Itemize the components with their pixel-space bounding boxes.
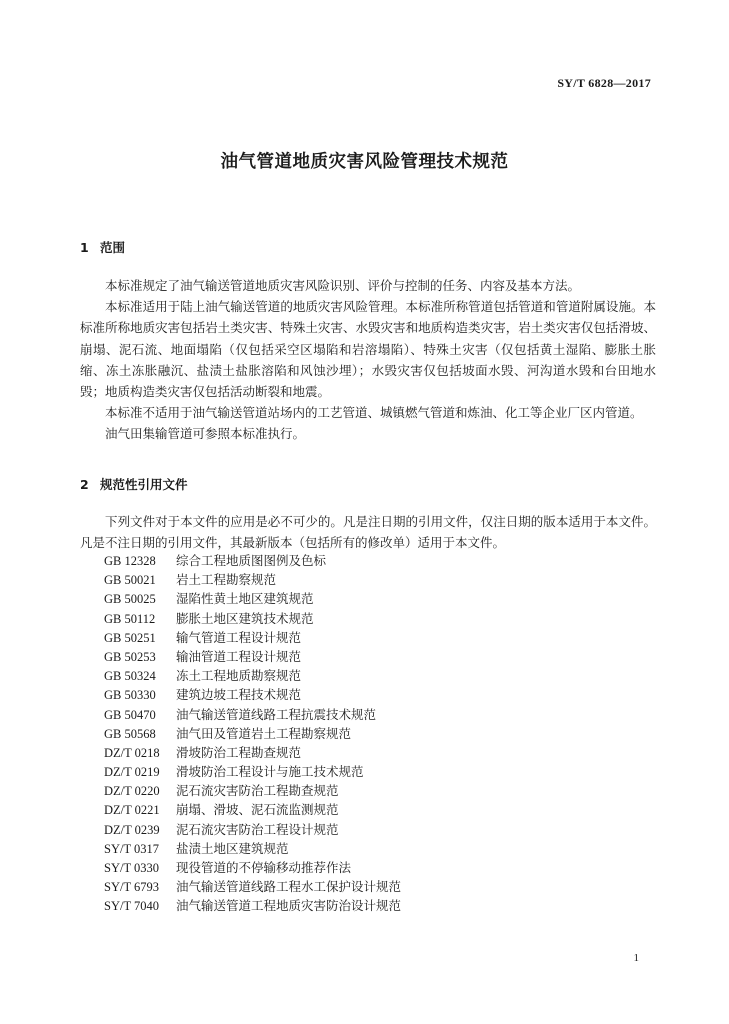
- reference-code: GB 50021: [104, 573, 156, 588]
- reference-title: 泥石流灾害防治工程勘查规范: [176, 783, 339, 799]
- reference-item: [104, 762, 401, 781]
- reference-title: 综合工程地质图图例及色标: [176, 553, 327, 568]
- reference-code: GB 50470: [104, 707, 156, 722]
- reference-code: DZ/T 0221: [104, 803, 160, 818]
- section-title: 范围: [100, 240, 126, 255]
- reference-item: [104, 589, 401, 608]
- reference-code: SY/T 7040: [104, 899, 159, 914]
- reference-item: [104, 781, 401, 800]
- reference-item: [104, 609, 401, 628]
- reference-title: 现役管道的不停输移动推荐作法: [176, 860, 352, 875]
- reference-item: [104, 743, 401, 762]
- reference-code: SY/T 0317: [104, 841, 159, 856]
- reference-item: [104, 858, 401, 877]
- reference-title: 湿陷性黄土地区建筑规范: [176, 591, 314, 607]
- paragraph: 本标准不适用于油气输送管道站场内的工艺管道、城镇燃气管道和炼油、化工等企业厂区内管道。: [105, 405, 643, 421]
- reference-item: [104, 800, 401, 819]
- paragraph: 油气田集输管道可参照本标准执行。: [105, 426, 306, 442]
- section-title: 规范性引用文件: [100, 477, 188, 492]
- reference-code: GB 50253: [104, 649, 156, 664]
- reference-code: DZ/T 0218: [104, 745, 160, 760]
- reference-code: DZ/T 0219: [104, 765, 160, 780]
- reference-code: SY/T 0330: [104, 861, 159, 875]
- reference-item: [104, 839, 401, 858]
- page-number: 1: [633, 952, 639, 964]
- reference-code: GB 50112: [104, 611, 156, 626]
- reference-item: [104, 705, 401, 724]
- reference-code: GB 50251: [104, 630, 156, 645]
- reference-title: 油气田及管道岩土工程勘察规范: [176, 725, 352, 741]
- reference-item: [104, 628, 401, 647]
- reference-code: GB 12328: [104, 554, 156, 568]
- paragraph: 本标准适用于陆上油气输送管道的地质灾害风险管理。本标准所称管道包括管道和管道附属设施。本标准所称地质灾害包括岩土类灾害、特殊土灾害、水毁灾害和地质构造类灾害，岩土类灾害仅包括滑坡、崩塌、泥石流、地面塌陷（仅包括采空区塌陷和岩溶塌陷）、特殊土灾害（仅包括黄土湿陷、膨胀土胀缩、冻土冻胀融沉、盐渍土盐胀溶陷和风蚀沙埋）；水毁灾害仅包括坡面水毁、河沟道水毁和台田地水毁；地质构造类灾害仅包括活动断裂和地震。: [80, 299, 656, 400]
- reference-title: 油气输送管道线路工程抗震技术规范: [176, 706, 377, 722]
- reference-title: 膨胀土地区建筑技术规范: [176, 610, 314, 626]
- reference-code: DZ/T 0220: [104, 784, 160, 799]
- reference-item: [104, 666, 401, 685]
- reference-code: SY/T 6793: [104, 880, 159, 895]
- reference-item: [104, 877, 401, 896]
- section-number: 2: [80, 477, 89, 492]
- reference-code: DZ/T 0239: [104, 822, 160, 837]
- reference-title: 盐渍土地区建筑规范: [176, 840, 289, 856]
- paragraph: 本标准规定了油气输送管道地质灾害风险识别、评价与控制的任务、内容及基本方法。: [105, 278, 581, 293]
- reference-title: 输油管道工程设计规范: [176, 648, 302, 664]
- reference-code: GB 50324: [104, 669, 156, 684]
- reference-title: 油气输送管道工程地质灾害防治设计规范: [176, 898, 402, 914]
- paragraph: 下列文件对于本文件的应用是必不可少的。凡是注日期的引用文件，仅注日期的版本适用于本文件。凡是不注日期的引用文件，其最新版本（包括所有的修改单）适用于本文件。: [80, 514, 656, 551]
- reference-item: [104, 724, 401, 743]
- document-title: 油气管道地质灾害风险管理技术规范: [220, 152, 509, 172]
- reference-code: GB 50330: [104, 688, 156, 703]
- reference-item: [104, 896, 401, 915]
- reference-code: GB 50025: [104, 592, 156, 607]
- references-intro: [80, 511, 656, 553]
- reference-title: 输气管道工程设计规范: [176, 629, 302, 645]
- reference-title: 油气输送管道线路工程水工保护设计规范: [176, 879, 402, 895]
- section-number: 1: [80, 240, 89, 255]
- section-heading-normative-references: [80, 475, 188, 493]
- scope-body: [80, 275, 656, 445]
- reference-title: 建筑边坡工程技术规范: [176, 687, 302, 703]
- section-heading-scope: [80, 238, 125, 256]
- reference-title: 岩土工程勘察规范: [176, 572, 277, 588]
- reference-item: [104, 647, 401, 666]
- reference-title: 滑坡防治工程设计与施工技术规范: [176, 764, 364, 780]
- reference-list: [104, 551, 401, 916]
- reference-title: 滑坡防治工程勘查规范: [176, 744, 302, 760]
- reference-item: [104, 685, 401, 704]
- reference-item: [104, 820, 401, 839]
- reference-item: [104, 551, 401, 570]
- reference-title: 冻土工程地质勘察规范: [176, 668, 302, 684]
- reference-code: GB 50568: [104, 726, 156, 741]
- reference-title: 泥石流灾害防治工程设计规范: [176, 821, 339, 837]
- reference-item: [104, 570, 401, 589]
- standard-code: SY/T 6828—2017: [557, 76, 651, 90]
- reference-title: 崩塌、滑坡、泥石流监测规范: [176, 802, 339, 818]
